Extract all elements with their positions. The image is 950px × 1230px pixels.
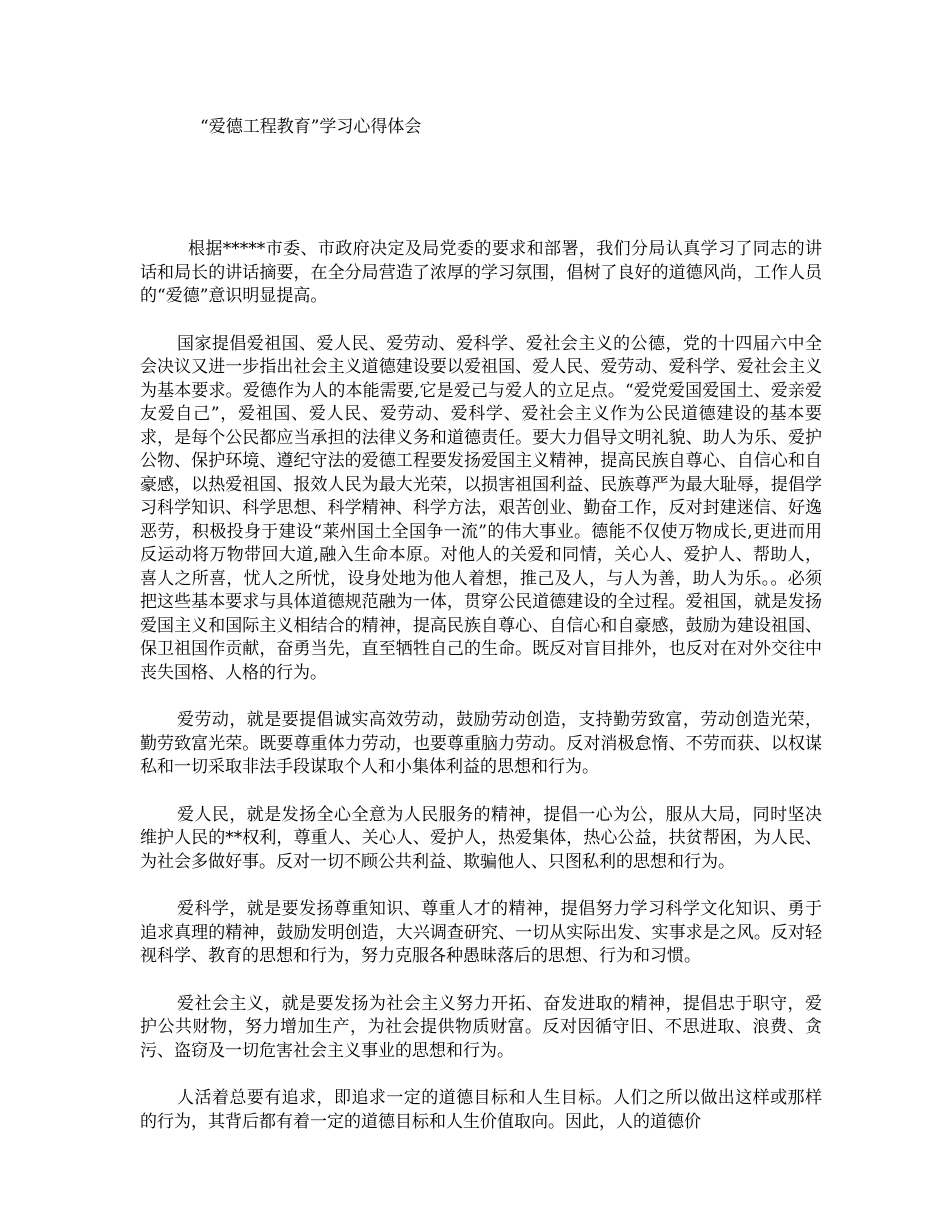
paragraph-love-labor: 爱劳动，就是要提倡诚实高效劳动，鼓励劳动创造，支持勤劳致富，劳动创造光荣，勤劳致富光荣。既要尊重体力劳动，也要尊重脑力劳动。反对消极怠惰、不劳而获、以权谋私和一切采取非法手段谋取个人和小集体利益的思想和行为。	[140, 710, 822, 777]
document-title: “爱德工程教育”学习心得体会	[200, 117, 422, 137]
document-body	[140, 238, 822, 1158]
paragraph-public-morality: 国家提倡爱祖国、爱人民、爱劳动、爱科学、爱社会主义的公德，党的十四届六中全会决议又进一步指出社会主义道德建设要以爱祖国、爱人民、爱劳动、爱科学、爱社会主义为基本要求。爱德作为人的本能需要,它是爱己与爱人的立足点。“爱党爱国爱国土、爱亲爱友爱自己”，爱祖国、爱人民、爱劳动、爱科学、爱社会主义作为公民道德建设的基本要求，是每个公民都应当承担的法律义务和道德责任。要大力倡导文明礼貌、助人为乐、爱护公物、保护环境、遵纪守法的爱德工程要发扬爱国主义精神，提高民族自尊心、自信心和自豪感，以热爱祖国、报效人民为最大光荣，以损害祖国利益、民族尊严为最大耻辱，提倡学习科学知识、科学思想、科学精神、科学方法，艰苦创业、勤奋工作，反对封建迷信、好逸恶劳，积极投身于建设“莱州国土全国争一流”的伟大事业。德能不仅使万物成长,更进而用反运动将万物带回大道,融入生命本原。对他人的关爱和同情，关心人、爱护人、帮助人，喜人之所喜，忧人之所忧，设身处地为他人着想，推己及人，与人为善，助人为乐。。必须把这些基本要求与具体道德规范融为一体，贯穿公民道德建设的全过程。爱祖国，就是发扬爱国主义和国际主义相结合的精神，提高民族自尊心、自信心和自豪感，鼓励为建设祖国、保卫祖国作贡献，奋勇当先，直至牺牲自己的生命。既反对盲目排外，也反对在对外交往中丧失国格、人格的行为。	[140, 333, 822, 683]
paragraph-love-people: 爱人民，就是发扬全心全意为人民服务的精神，提倡一心为公，服从大局，同时坚决维护人民的**权利，尊重人、关心人、爱护人，热爱集体，热心公益，扶贫帮困，为人民、为社会多做好事。反对一切不顾公共利益、欺骗他人、只图私利的思想和行为。	[140, 804, 822, 872]
paragraph-intro: 根据*****市委、市政府决定及局党委的要求和部署，我们分局认真学习了同志的讲话和局长的讲话摘要，在全分局营造了浓厚的学习氛围，倡树了良好的道德风尚，工作人员的“爱德”意识明显提高。	[140, 239, 822, 306]
paragraph-pursuit: 人活着总要有追求，即追求一定的道德目标和人生目标。人们之所以做出这样或那样的行为，其背后都有着一定的道德目标和人生价值取向。因此，人的道德价	[140, 1088, 822, 1132]
paragraph-love-socialism: 爱社会主义，就是要发扬为社会主义努力开拓、奋发进取的精神，提倡忠于职守，爱护公共财物，努力增加生产，为社会提供物质财富。反对因循守旧、不思进取、浪费、贪污、盗窃及一切危害社会主义事业的思想和行为。	[140, 993, 822, 1061]
paragraph-love-science: 爱科学，就是要发扬尊重知识、尊重人才的精神，提倡努力学习科学文化知识、勇于追求真理的精神，鼓励发明创造，大兴调查研究、一切从实际出发、实事求是之风。反对轻视科学、教育的思想和行为，努力克服各种愚昧落后的思想、行为和习惯。	[140, 899, 822, 966]
